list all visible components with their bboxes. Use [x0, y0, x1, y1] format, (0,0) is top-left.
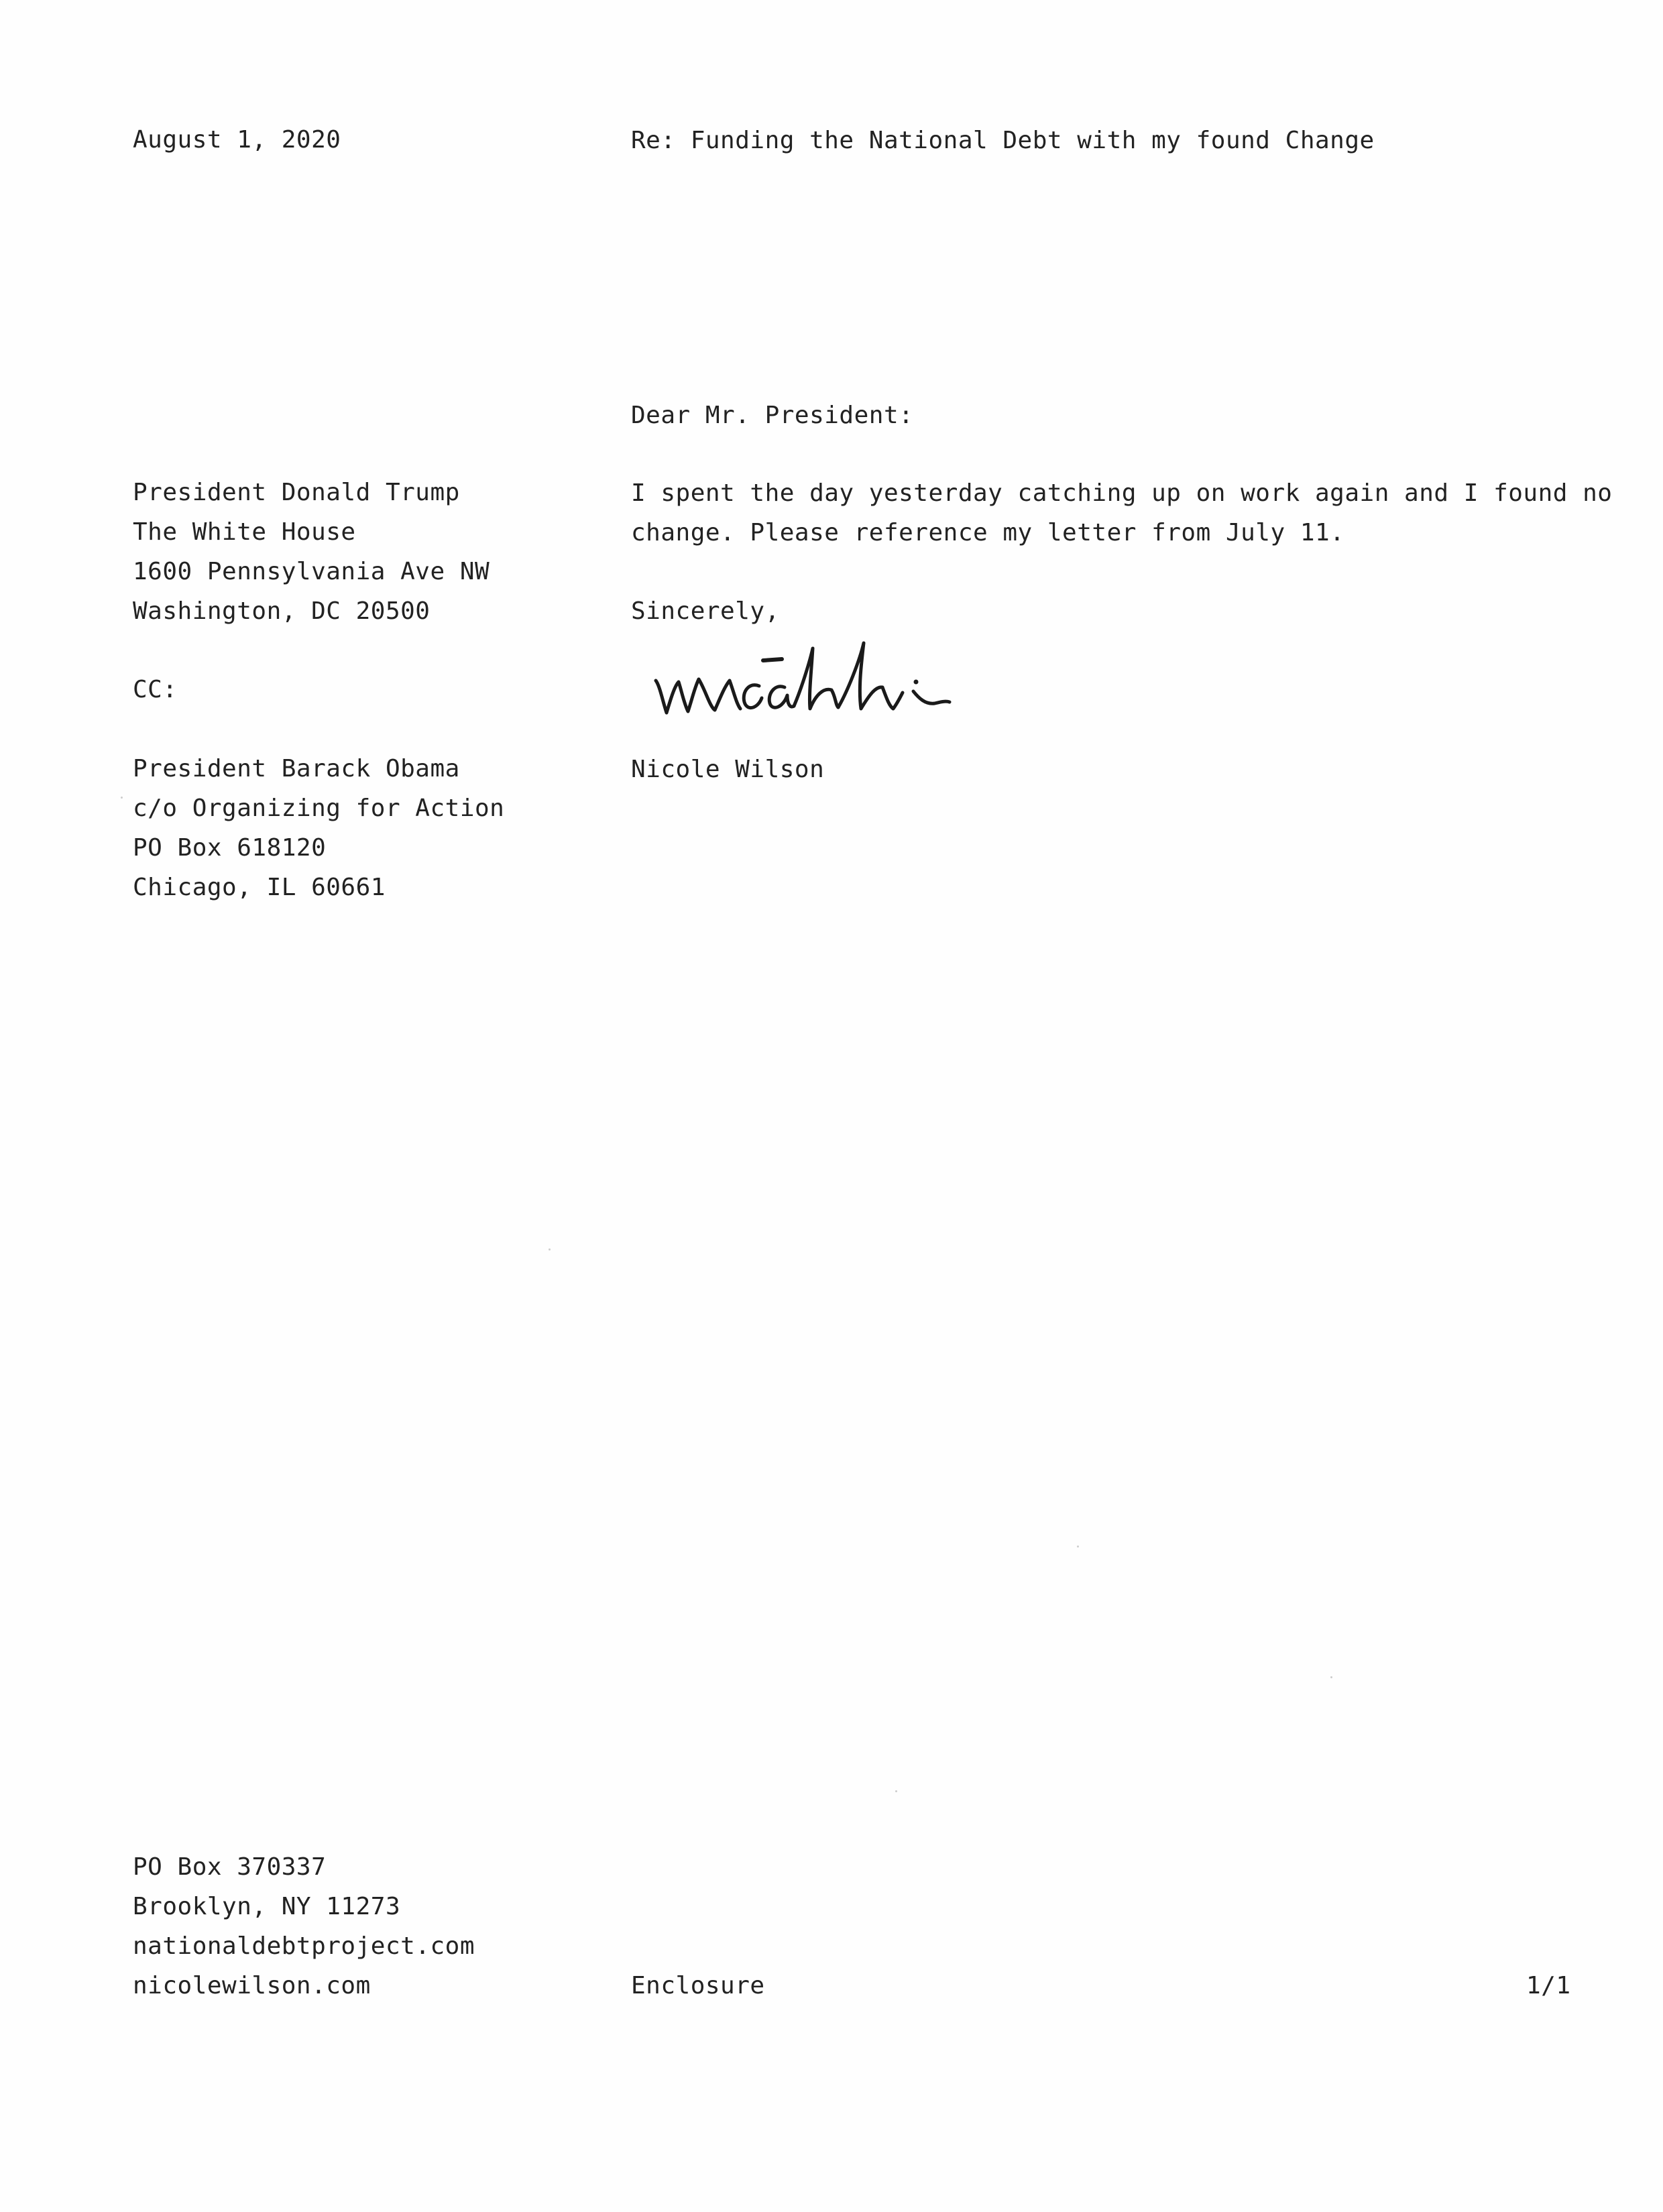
recipient-address: [133, 473, 490, 631]
recipient-name: President Donald Trump: [133, 479, 460, 506]
cc-name: President Barack Obama: [133, 755, 460, 782]
sender-website[interactable]: nationaldebtproject.com: [133, 1932, 475, 1960]
recipient-city: Washington, DC 20500: [133, 597, 431, 625]
closing: Sincerely,: [631, 597, 780, 625]
sender-city: Brooklyn, NY 11273: [133, 1893, 401, 1920]
sender-address: [133, 1847, 475, 2005]
cc-label: CC:: [133, 676, 178, 703]
recipient-organization: The White House: [133, 518, 356, 546]
scan-speck: [121, 797, 123, 799]
cc-organization: c/o Organizing for Action: [133, 795, 505, 822]
cc-city: Chicago, IL 60661: [133, 874, 386, 901]
recipient-street: 1600 Pennsylvania Ave NW: [133, 558, 490, 585]
letter-body: [631, 473, 1612, 552]
sender-po-box: PO Box 370337: [133, 1853, 327, 1881]
page-number: 1/1: [1526, 1972, 1571, 1999]
cc-po-box: PO Box 618120: [133, 834, 327, 862]
letter-subject: Re: Funding the National Debt with my found Change: [631, 127, 1375, 154]
scan-speck: [895, 1790, 897, 1792]
handwritten-signature: [650, 634, 972, 734]
enclosure-note: Enclosure: [631, 1972, 765, 1999]
scan-speck: [1077, 1546, 1079, 1548]
letter-date: August 1, 2020: [133, 126, 341, 154]
scan-speck: [549, 1248, 551, 1250]
salutation: Dear Mr. President:: [631, 402, 914, 429]
cc-address: [133, 749, 504, 907]
body-line: I spent the day yesterday catching up on work again and I found no: [631, 479, 1613, 507]
body-line: change. Please reference my letter from July 11.: [631, 519, 1345, 546]
scan-speck: [1330, 1676, 1332, 1678]
signer-name: Nicole Wilson: [631, 756, 825, 783]
sender-website[interactable]: nicolewilson.com: [133, 1972, 371, 1999]
